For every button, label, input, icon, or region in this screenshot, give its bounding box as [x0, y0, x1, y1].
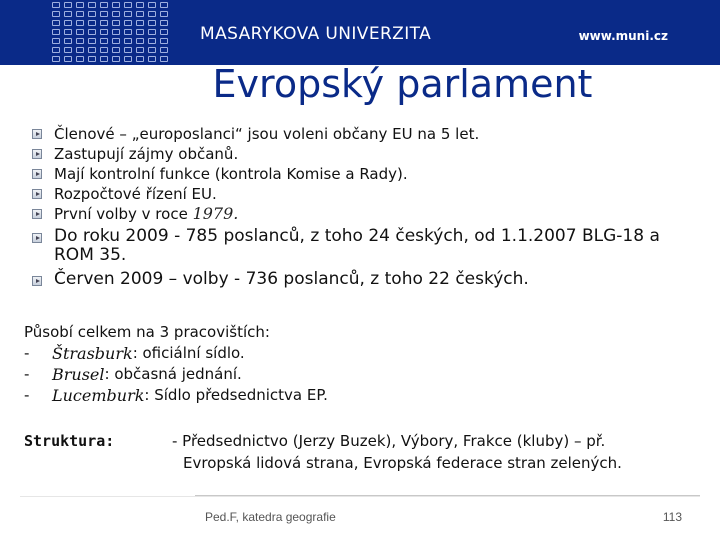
logo-cell [76, 11, 84, 17]
logo-cell [100, 20, 108, 26]
logo-cell [76, 29, 84, 35]
structure-label: Struktura: [24, 432, 115, 450]
dash-marker: - [24, 344, 30, 362]
bullet-item: Rozpočtové řízení EU. [30, 184, 690, 204]
workplaces-section [24, 322, 704, 406]
logo-cell [64, 2, 72, 8]
logo-cell [136, 11, 144, 17]
logo-cell [76, 20, 84, 26]
workplaces-intro: Působí celkem na 3 pracovištích: [24, 323, 270, 341]
logo-cell [136, 47, 144, 53]
logo-cell [136, 29, 144, 35]
city-description: : Sídlo předsednictva EP. [144, 386, 328, 404]
logo-cell [64, 38, 72, 44]
logo-cell [136, 38, 144, 44]
bullet-item: Do roku 2009 - 785 poslanců, z toho 24 českých, od 1.1.2007 BLG-18 a ROM 35. [30, 227, 690, 265]
logo-cell [52, 29, 60, 35]
logo-cell [112, 11, 120, 17]
logo-cell [88, 11, 96, 17]
logo-cell [64, 29, 72, 35]
bullet-arrow-icon [32, 129, 42, 139]
logo-cell [160, 2, 168, 8]
header-banner [0, 0, 720, 65]
logo-cell [136, 2, 144, 8]
logo-cell [88, 38, 96, 44]
logo-cell [148, 38, 156, 44]
logo-cell [76, 47, 84, 53]
logo-cell [76, 2, 84, 8]
bullet-arrow-icon [32, 189, 42, 199]
footer-text: Ped.F, katedra geografie [205, 510, 336, 524]
year-emphasis: 1979. [192, 204, 239, 223]
logo-cell [112, 47, 120, 53]
logo-cell [148, 2, 156, 8]
logo-cell [160, 38, 168, 44]
bullet-arrow-icon [32, 169, 42, 179]
logo-cell [124, 38, 132, 44]
bullet-arrow-icon [32, 276, 42, 286]
structure-line: - Předsednictvo (Jerzy Buzek), Výbory, Frakce (kluby) – př. [172, 432, 606, 450]
logo-cell [52, 20, 60, 26]
logo-cell [112, 29, 120, 35]
logo-cell [100, 47, 108, 53]
bullet-item: Červen 2009 – volby - 736 poslanců, z toho 22 českých. [30, 270, 690, 289]
structure-line: Evropská lidová strana, Evropská federace stran zelených. [183, 454, 622, 472]
city-name: Brusel [52, 365, 105, 384]
logo-cell [76, 38, 84, 44]
logo-cell [160, 11, 168, 17]
logo-cell [52, 47, 60, 53]
logo-cell [148, 11, 156, 17]
bullet-arrow-icon [32, 209, 42, 219]
logo-cell [160, 47, 168, 53]
city-name: Štrasburk [52, 344, 133, 363]
logo-cell [160, 29, 168, 35]
logo-cell [160, 20, 168, 26]
university-logo [52, 2, 170, 64]
logo-cell [100, 2, 108, 8]
university-url[interactable]: www.muni.cz [578, 29, 668, 43]
bullet-item: Zastupují zájmy občanů. [30, 144, 690, 164]
logo-cell [88, 29, 96, 35]
bullet-arrow-icon [32, 233, 42, 243]
logo-cell [64, 11, 72, 17]
university-name: MASARYKOVA UNIVERZITA [200, 24, 432, 44]
bullet-item: První volby v roce 1979. [30, 204, 690, 224]
logo-cell [148, 29, 156, 35]
logo-cell [124, 47, 132, 53]
logo-cell [52, 38, 60, 44]
logo-cell [136, 20, 144, 26]
structure-text [172, 430, 712, 474]
footer-divider [20, 496, 700, 497]
bullet-list [30, 124, 690, 289]
dash-marker: - [24, 386, 30, 404]
logo-cell [88, 47, 96, 53]
logo-cell [124, 11, 132, 17]
logo-cell [112, 38, 120, 44]
logo-cell [88, 2, 96, 8]
bullet-arrow-icon [32, 149, 42, 159]
logo-cell [148, 20, 156, 26]
logo-cell [112, 2, 120, 8]
city-description: : občasná jednání. [104, 365, 242, 383]
workplace-row [24, 364, 704, 385]
workplace-row [24, 385, 704, 406]
logo-cell [100, 38, 108, 44]
logo-cell [64, 47, 72, 53]
logo-cell [52, 2, 60, 8]
dash-marker: - [24, 365, 30, 383]
city-name: Lucemburk [52, 386, 145, 405]
logo-cell [124, 2, 132, 8]
footer-divider [195, 495, 700, 496]
logo-cell [124, 29, 132, 35]
logo-cell [112, 20, 120, 26]
logo-cell [124, 20, 132, 26]
workplace-row [24, 343, 704, 364]
bullet-item: Mají kontrolní funkce (kontrola Komise a Rady). [30, 164, 690, 184]
logo-cell [88, 20, 96, 26]
slide-title: Evropský parlament [212, 62, 593, 106]
logo-cell [148, 47, 156, 53]
bullet-item: Členové – „europoslanci“ jsou voleni občany EU na 5 let. [30, 124, 690, 144]
city-description: : oficiální sídlo. [132, 344, 245, 362]
logo-cell [100, 29, 108, 35]
page-number: 113 [662, 510, 682, 524]
logo-cell [52, 11, 60, 17]
logo-cell [64, 20, 72, 26]
logo-cell [100, 11, 108, 17]
